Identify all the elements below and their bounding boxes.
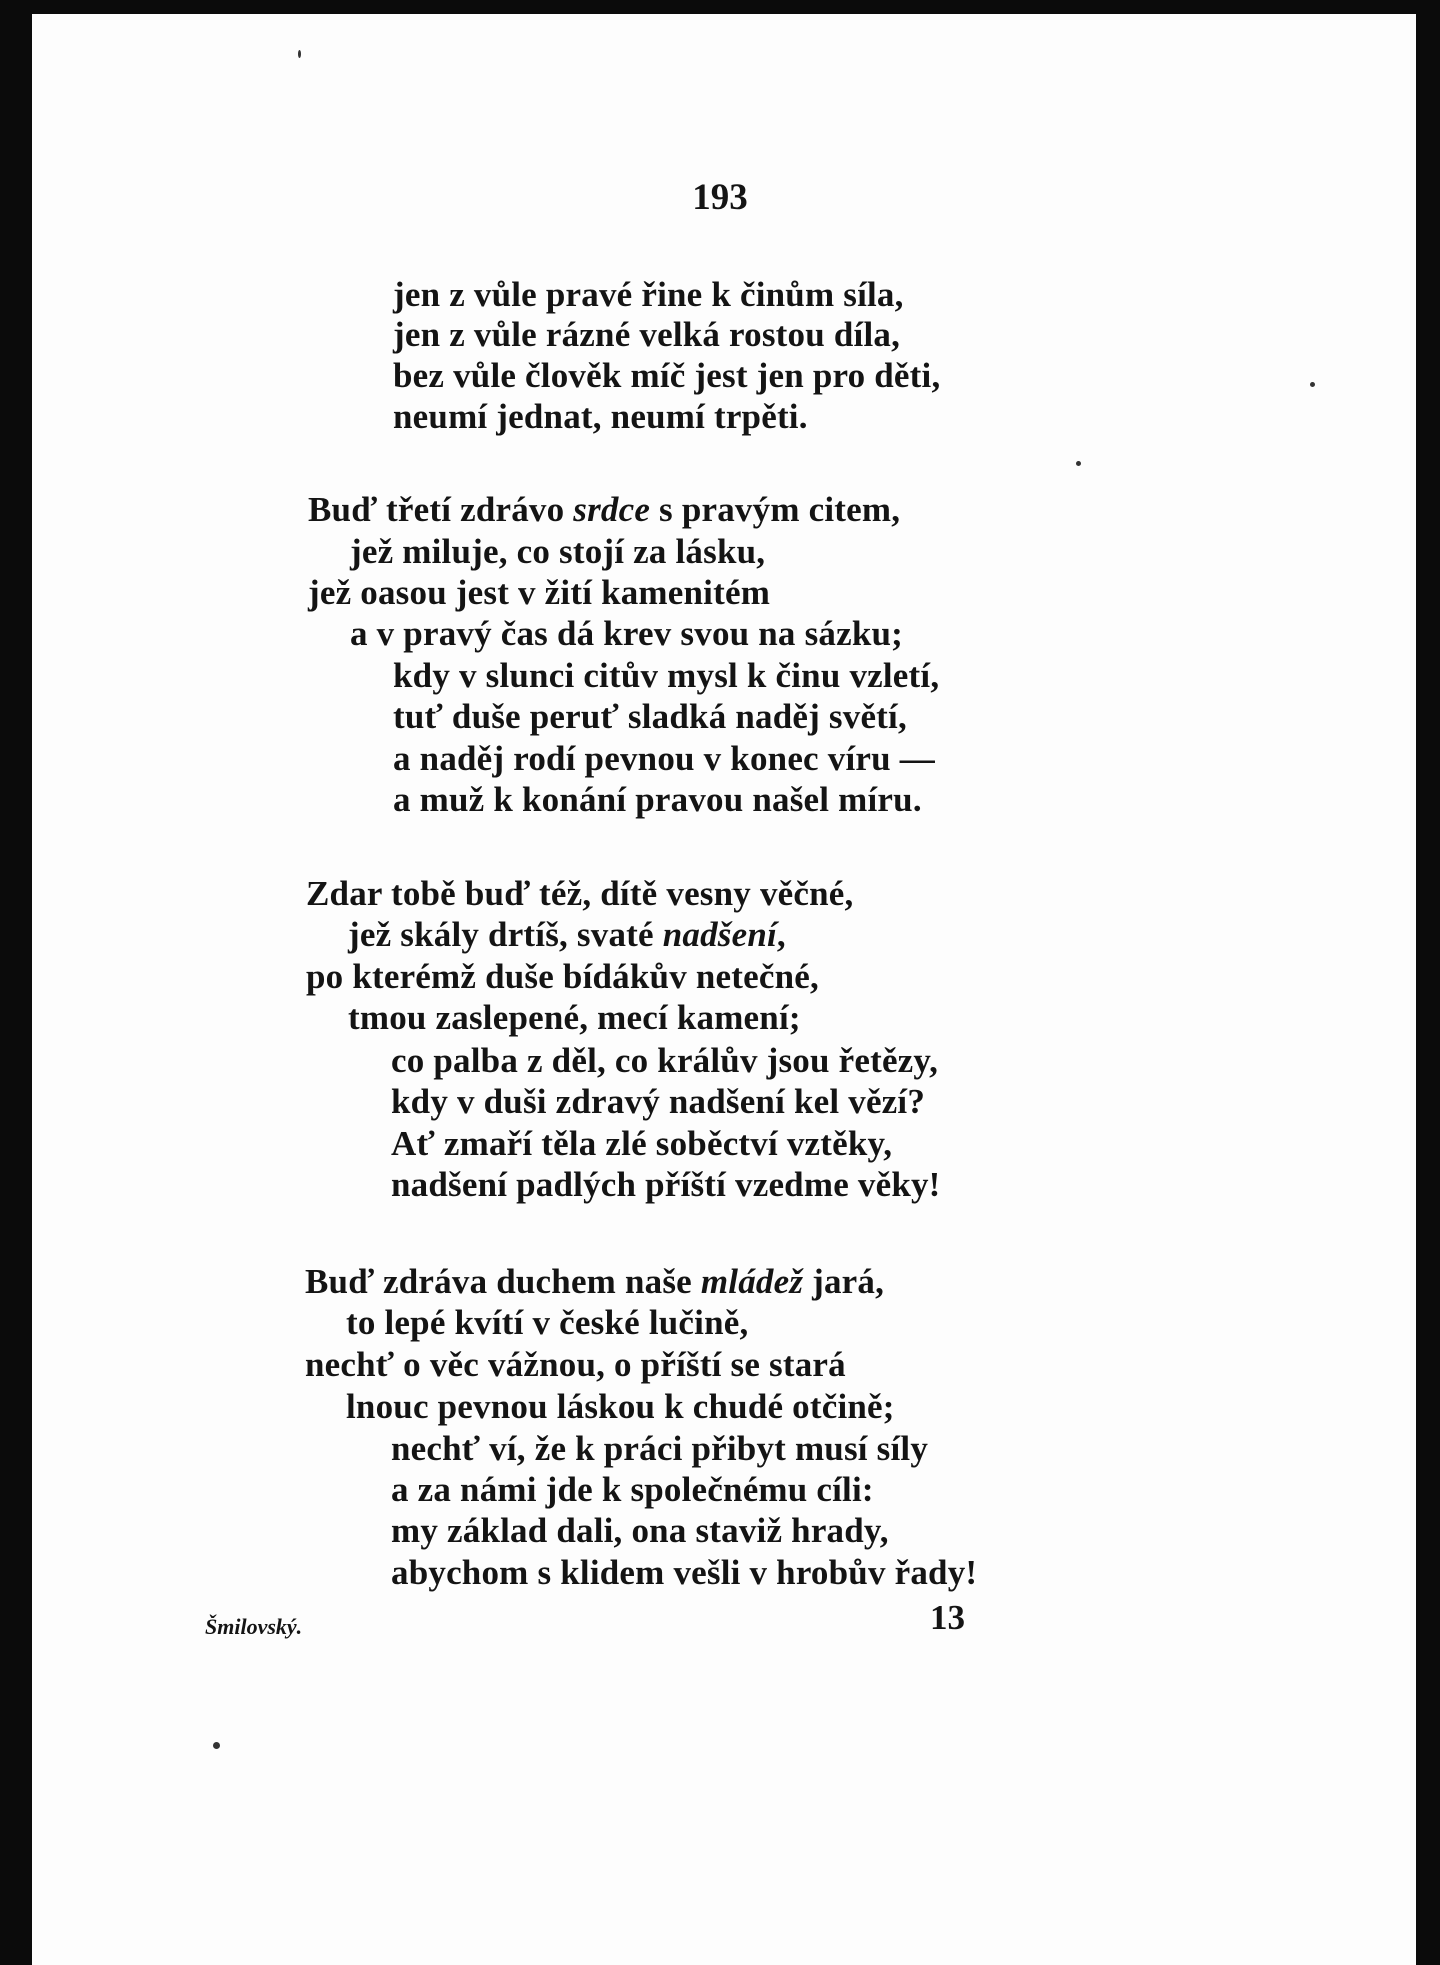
- verse-line: my základ dali, ona staviž hrady,: [391, 1511, 889, 1550]
- verse-line: a za námi jde k společnému cíli:: [391, 1470, 874, 1509]
- verse-line: Buď třetí zdrávo srdce s pravým citem,: [308, 490, 901, 529]
- signature-sheet-number: 13: [930, 1598, 965, 1637]
- verse-line: to lepé kvítí v české lučině,: [346, 1303, 749, 1342]
- verse-line: lnouc pevnou láskou k chudé otčině;: [346, 1387, 895, 1426]
- verse-line: kdy v duši zdravý nadšení kel vězí?: [391, 1082, 926, 1121]
- scan-speck: [1310, 382, 1315, 387]
- verse-line: jež skály drtíš, svaté nadšení,: [348, 915, 786, 954]
- verse-line: a muž k konání pravou našel míru.: [393, 780, 922, 819]
- verse-line: tuť duše peruť sladká naděj světí,: [393, 697, 907, 736]
- verse-line: Zdar tobě buď též, dítě vesny věčné,: [306, 874, 854, 913]
- page-number: 193: [692, 177, 748, 218]
- verse-line: jen z vůle pravé řine k činům síla,: [393, 275, 904, 314]
- verse-line: jež miluje, co stojí za lásku,: [350, 532, 766, 571]
- verse-line: nadšení padlých příští vzedme věky!: [391, 1165, 941, 1204]
- verse-line: a v pravý čas dá krev svou na sázku;: [350, 614, 904, 653]
- verse-line: abychom s klidem vešli v hrobův řady!: [391, 1553, 978, 1592]
- scan-speck: [1076, 461, 1081, 466]
- scan-speck: [298, 50, 301, 58]
- verse-line: kdy v slunci citův mysl k činu vzletí,: [393, 656, 940, 695]
- verse-line: a naděj rodí pevnou v konec víru —: [393, 739, 935, 778]
- verse-line: tmou zaslepené, mecí kamení;: [348, 998, 801, 1037]
- signature-mark-author: Šmilovský.: [205, 1614, 303, 1639]
- verse-line: nechť o věc vážnou, o příští se stará: [305, 1345, 846, 1384]
- scan-speck: [213, 1742, 220, 1749]
- verse-line: jež oasou jest v žití kamenitém: [308, 573, 771, 612]
- verse-line: Ať zmaří těla zlé soběctví vztěky,: [391, 1124, 893, 1163]
- verse-line: jen z vůle rázné velká rostou díla,: [393, 315, 901, 354]
- verse-line: co palba z děl, co králův jsou řetězy,: [391, 1041, 939, 1080]
- verse-line: Buď zdráva duchem naše mládež jará,: [305, 1262, 885, 1301]
- verse-line: neumí jednat, neumí trpěti.: [393, 397, 808, 436]
- verse-line: nechť ví, že k práci přibyt musí síly: [391, 1429, 929, 1468]
- verse-line: bez vůle člověk míč jest jen pro děti,: [393, 356, 941, 395]
- verse-line: po kterémž duše bídákův netečné,: [306, 957, 819, 996]
